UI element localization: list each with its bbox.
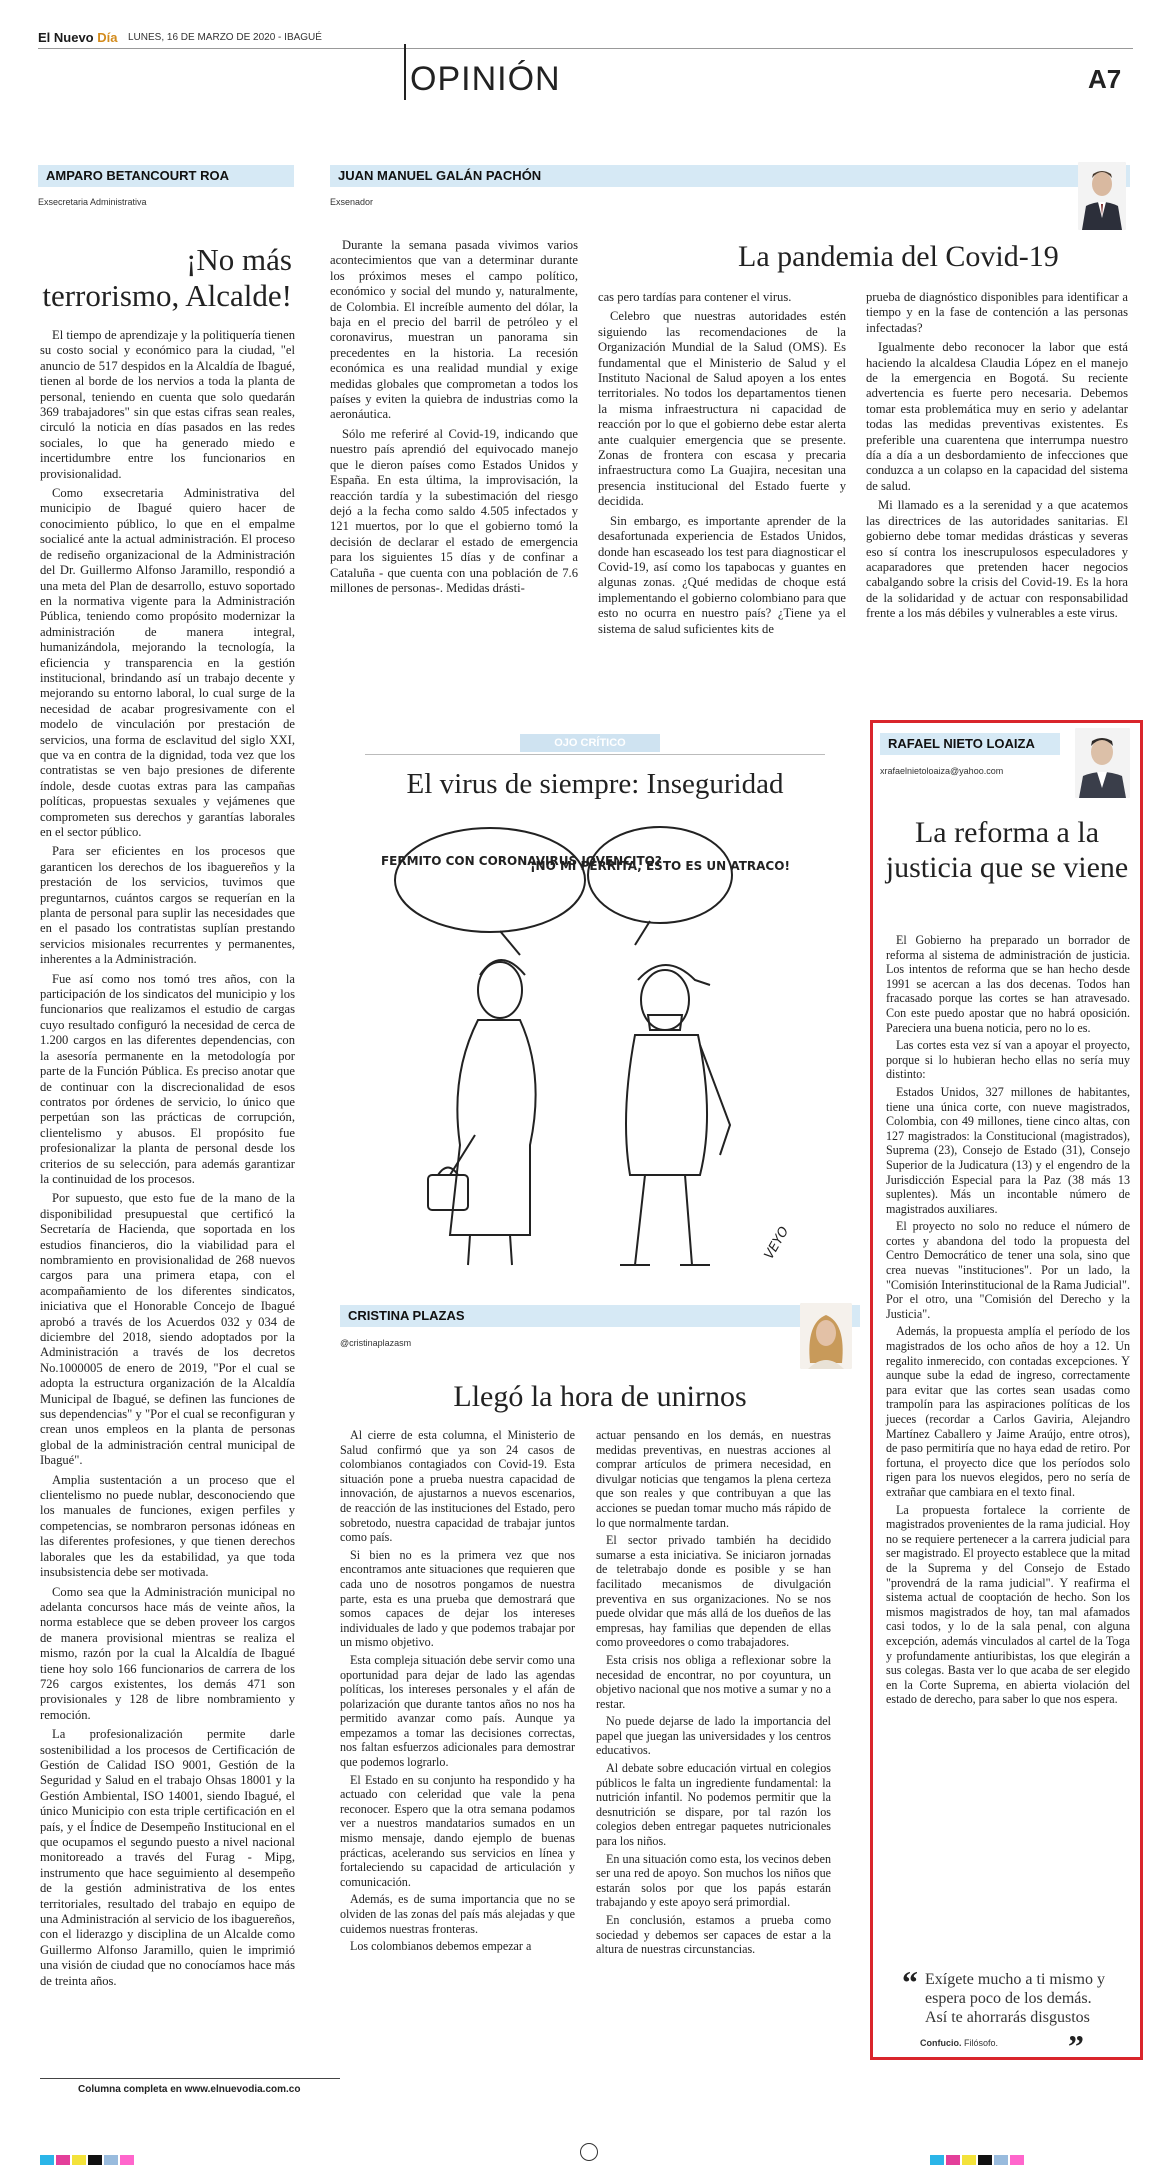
paragraph: El tiempo de aprendizaje y la politiquería tienen su costo social y económico para la ciudad, "el anuncio de 517 despidos en la Alcaldía de Ibagué, tienen al borde de los nervios a toda la planta de personal, teniendo en cuenta que solo quedarán 369 trabajadores" sin que estas cifras sean reales, circuló la noticia en días pasados en las redes sociales, lo que ha generado miedo e incertidumbre entre los funcionarios en provisionalidad. — [40, 328, 295, 481]
author-name: CRISTINA PLAZAS — [348, 1308, 465, 1323]
paragraph: Esta compleja situación debe servir como una oportunidad para dejar de lado las agendas políticas, los intereses personales y el afán de polarización que durante tantos años no nos ha permitido avanzar como país. Aunque ya empezamos a tomar las decisiones correctas, nos faltan esfuerzos adicionales para demostrar que podemos lograrlo. — [340, 1652, 575, 1770]
footer-rule — [40, 2078, 340, 2079]
paragraph: Sólo me referiré al Covid-19, indicando que nuestro país aprendió del equivocado manejo que le dieron países como Estados Unidos y España. En esta última, la improvisación, la reacción tardía y la subestimación del riesgo dejó a la fecha como saldo 4.505 infectados y 121 muertos, por lo que el gobierno tomó la decisión de declarar el estado de emergencia para los siguientes 15 días y de confinar a Cataluña - que cuenta con una población de 7.6 millones de personas-. Medidas drásti- — [330, 426, 578, 595]
paragraph: Fue así como nos tomó tres años, con la participación de los sindicatos del municipio y los funcionarios que realizamos el estudio de cargas cuyo resultado configuró la necesidad de cerca de 1.200 cargos en las diferentes dependencias, con la asesoría permanente en la metodología por parte de la Función Pública. Es preciso anotar que de continuar con la discrecionalidad de esos contratos por órdenes de servicio, lo único que perpetúan son las prácticas de corrupción, clientelismo y abusos. El propósito fue profesionalizar la planta de personal desde los criterios de su selección, para además garantizar la continuidad de los procesos. — [40, 971, 295, 1186]
crosshair-icon — [580, 2143, 598, 2161]
paragraph: Las cortes esta vez sí van a apoyar el proyecto, porque si lo hubieran hecho ellas no sería muy distinto: — [886, 1038, 1130, 1082]
paragraph: En una situación como esta, los vecinos deben ser una red de apoyo. Son muchos los niños que estarán solos por que los papás estarán trabajando y este apoyo será primordial. — [596, 1851, 831, 1910]
article-body-col2 — [596, 1428, 831, 1960]
paragraph: Además, la propuesta amplía el período de los magistrados de los ocho años de hoy a 12. Un regalito inmerecido, con contadas excepciones. Y aunque sube la edad de ingreso, correctamente para evitar que las cortes sean usadas como trampolín para las aspiraciones políticas de los jueces (recordar a Carlos Gaviria, Alejandro Martínez Caballero y Jaime Araújo, entre otros), de paso permitiría que no haya edad de retiro. Por fortuna, el proyecto dice que los períodos solo rigen para los nuevos elegidos, pero no sería de extrañar que cambiara en el texto final. — [886, 1324, 1130, 1499]
article-body-col1 — [330, 238, 578, 600]
author-name: JUAN MANUEL GALÁN PACHÓN — [338, 168, 542, 183]
section-tag: OJO CRÍTICO — [520, 734, 660, 752]
tag-rule — [365, 754, 825, 755]
open-quote-icon: “ — [902, 1964, 918, 2000]
paragraph: Al cierre de esta columna, el Ministerio de Salud confirmó que ya son 24 casos de colombianos contagiados con Covid-19. Esta situación pone a prueba nuestra capacidad de innovación, de ajustarnos a nuevos escenarios, de reacción de las instituciones del Estado, pero sobretodo, nuestra capacidad de trabajar juntos como país. — [340, 1428, 575, 1545]
author-photo — [1075, 728, 1130, 798]
paragraph: Igualmente debo reconocer la labor que está haciendo la alcaldesa Claudia López en el manejo de la emergencia en Bogotá. Su reciente advertencia es fuerte pero necesaria. Debemos tomar esta problemática muy en serio y adelantar todas las medidas preventivas existentes. Es preferible una cuarentena que interrumpa nuestro día a día a un desbordamiento de infecciones que conduzca a un colapso en la capacidad del sistema de salud. — [866, 340, 1128, 493]
masthead-dateline: LUNES, 16 DE MARZO DE 2020 - IBAGUÉ — [128, 32, 322, 43]
quote-author-role: Filósofo. — [964, 2038, 999, 2048]
paragraph: Sin embargo, es importante aprender de la desafortunada experiencia de Estados Unidos, donde han escaseado los test para diagnosticar el Covid-19, así como los tapabocas y guantes en algunas zonas. ¿Qué medidas de choque está implementando el gobierno colombiano para que esto no ocurra en nuestro país? ¿Tiene ya el sistema de salud suficientes kits de — [598, 513, 846, 636]
article-body — [40, 328, 295, 1993]
paragraph: Al debate sobre educación virtual en colegios públicos le falta un ingrediente fundamental: la nutrición infantil. No podemos permitir que la desnutrición se dispare, por tal razón los colegios deben entregar paquetes nutricionales para los niños. — [596, 1761, 831, 1849]
paragraph: Mi llamado es a la serenidad y a que acatemos las directrices de las autoridades sanitarias. El gobierno debe tomar medidas drásticas y severas eso sí contra los inescrupulosos especuladores y acaparadores que pretenden hacer negocios cabalgando sobre la crisis del Covid-19. Es la hora de la solidaridad y de actuar con responsabilidad frente a los más débiles y vulnerables a este virus. — [866, 498, 1128, 621]
page-number: A7 — [1088, 64, 1122, 94]
paragraph: Como sea que la Administración municipal no adelanta concursos hace más de veinte años, la norma establece que se deben proveer los cargos de manera provisional mientras se realiza el mismo, razón por la cual la Alcaldía de Ibagué tiene hoy solo 166 funcionarios de carrera de los 726 cargos existentes, los demás 471 son provisionales y 128 de libre nombramiento y remoción. — [40, 1584, 295, 1722]
article-body-col1 — [340, 1428, 575, 1957]
paragraph: Como exsecretaria Administrativa del municipio de Ibagué quiero hacer de conocimiento público, lo que en el empalme socialicé ante la actual administración. El proceso de rediseño organizacional de la Administración del Dr. Guillermo Alfonso Jaramillo, respondió a una meta del Plan de desarrollo, estuvo soportado en la normativa vigente para la Administración Pública, teniendo como propósito modernizar la administración de manera integral, humanizándola, mejorando la tecnología, la eficiencia y transparencia en la gestión institucional, brindando así un trabajo decente y mejorando su entorno laboral, lo cual surge de la necesidad de acabar progresivamente con el modelo de vinculación por prestación de servicios, una forma de esclavitud del siglo XXI, que va en contra de la dignidad, toda vez que los contratistas se ven bajo presiones de diferente índole, desde cuotas extras para las campañas políticas, propuestas sexuales y vejámenes que comprometen sus derechos y garantías laborales en el sector público. — [40, 486, 295, 839]
paragraph: actuar pensando en los demás, en nuestras medidas preventivas, en nuestras acciones al comprar artículos de primera necesidad, en divulgar noticias que tengamos la plena certeza que son reales y que contribuyan a que las acciones se puedan tomar mucho más rápido de lo que normalmente tardan. — [596, 1428, 831, 1530]
color-registration-strip — [930, 2150, 1026, 2169]
paragraph: Esta crisis nos obliga a reflexionar sobre la necesidad de encontrar, no por coyuntura, un objetivo nacional que nos motive a sumar y no a restar. — [596, 1652, 831, 1711]
paragraph: Amplia sustentación a un proceso que el clientelismo no puede nublar, desconociendo que los manuales de funciones, exigen perfiles y competencias, se nombraron personas idóneas en las diferentes profesiones, y que tienen derechos laborales que les da estabilidad, ya que toda insubsistencia debe ser motivada. — [40, 1472, 295, 1580]
article-title: Llegó la hora de unirnos — [453, 1380, 747, 1413]
section-title: OPINIÓN — [410, 60, 561, 98]
paragraph: En conclusión, estamos a prueba como sociedad y debemos ser capaces de estar a la altura de nuestras circunstancias. — [596, 1913, 831, 1957]
paragraph: Además, es de suma importancia que no se olviden de las zonas del país más alejadas y que cuidemos nuestras fronteras. — [340, 1892, 575, 1936]
author-bar — [330, 165, 1130, 187]
color-registration-strip — [40, 2150, 136, 2169]
paragraph: Por supuesto, que esto fue de la mano de la disponibilidad presupuestal que certificó la Secretaría de Hacienda, que soportada en los estudios financieros, dio la viabilidad para el nombramiento en provisionalidad de 268 nuevos cargos para una primera etapa, con el acompañamiento de los diferentes sindicatos, iniciativa que el Honorable Concejo de Ibagué aprobó a través de los Acuerdos 032 y 034 de diciembre del 2018, siendo adoptados por la Administración a través de los decretos No.1000005 de enero de 2019, "Por el cual se adopta la estructura organización de la Alcaldía Municipal de Ibagué, se definen las funciones de sus dependencias" y "Por el cual se reconfiguran y crean unos empleos en la planta de personas global de la administración central municipal de Ibagué". — [40, 1191, 295, 1468]
author-role: xrafaelnietoloaiza@yahoo.com — [880, 766, 1004, 776]
brand-name: El Nuevo — [38, 30, 94, 45]
author-photo — [800, 1303, 852, 1369]
article-title: La pandemia del Covid-19 — [738, 240, 1059, 273]
author-bar — [340, 1305, 860, 1327]
author-bar — [38, 165, 294, 187]
paragraph: No puede dejarse de lado la importancia del papel que juegan las universidades y los centros educativos. — [596, 1714, 831, 1758]
article-title: La reforma a la justicia que se viene — [885, 816, 1129, 884]
paragraph: La profesionalización permite darle sostenibilidad a los procesos de Certificación de Gestión de Calidad ISO 9001, Gestión de la Seguridad y Salud en el trabajo Ohsas 18001 y la Gestión Ambiental, ISO 14001, siendo Ibagué, el único Municipio con esta triple certificación en el país, y el Índice de Desempeño Institucional en el que ocupamos el segundo puesto a nivel nacional monitoreado a través del Furag - Mipg, instrumento que hace seguimiento al desempeño de la gestión administrativa de los entes territoriales, resultado del trabajo en equipo de una Administración al servicio de los ibaguereños, con el liderazgo y disciplina de un Alcalde como Guillermo Alfonso Jaramillo, quien le imprimió una visión de ciudad que no conocíamos hace más de treinta años. — [40, 1727, 295, 1988]
masthead-rule — [38, 48, 1133, 49]
cartoon-illustration — [380, 815, 820, 1280]
paragraph: La propuesta fortalece la corriente de magistrados provenientes de la rama judicial. Hoy no se requiere pertenecer a la carrera judicial para ser magistrado. El proyecto establece que la mitad de la Suprema y del Consejo de Estado "provendrá de la rama judicial". Y reafirma el sistema actual de cooptación de hecho. Son los mismos magistrados de hoy, tan mal afamados casi todos, y lo de la sala penal, con alguna excepción, además vinculados al cartel de la Toga y profundamente antiuribistas, los que elegirán a sus colegas. Basta ver lo que acaba de ser elegido en la Corte Suprema, en abierta violación del estado de derecho, para saber lo que nos espera. — [886, 1502, 1130, 1707]
paragraph: El proyecto no solo no reduce el número de cortes y abandona del todo la propuesta del Centro Democrático de tener una sola, sino que crea nuevas "instituciones". Por un lado, la "Comisión Interinstitucional de la Rama Judicial". Por el otro, una "Comisión del Derecho y la Justicia". — [886, 1219, 1130, 1321]
author-name: AMPARO BETANCOURT ROA — [46, 168, 229, 183]
bubble-text-2: ¡NO MI PERRITA, ESTO ES UN ATRACO! — [530, 859, 790, 873]
cartoon-drawing — [380, 815, 820, 1280]
brand-name-accent: Día — [97, 30, 118, 45]
author-role: Exsecretaria Administrativa — [38, 197, 147, 207]
close-quote-icon: ” — [1068, 2028, 1084, 2064]
section-tick — [404, 44, 406, 100]
paragraph: Estados Unidos, 327 millones de habitantes, tiene una única corte, con nueve magistrados, Colombia, con 49 millones, tiene cinco altas, con 127 magistrados: la Constitucional (magistrados), Suprema (23), Consejo de Estado (31), Consejo Superior de la Judicatura (13) y el engendro de la Jurisdicción Especial para la Paz (38 más 13 suplentes). Más un incontable número de magistrados auxiliares. — [886, 1084, 1130, 1216]
paragraph: Celebro que nuestras autoridades estén siguiendo las recomendaciones de la Organización Mundial de la Salud (OMS). Es fundamental que el Ministerio de Salud y el Instituto Nacional de Salud apoyen a los entes territoriales. No todos los departamentos tienen la misma infraestructura ni capacidad de reacción por lo que el gobierno debe estar alerta ante cualquier emergencia que se presente. Zonas de frontera con escasa y precaria infraestructura como La Guajira, necesitan una presencia institucional del Estado fuerte y decidida. — [598, 309, 846, 509]
article-title: ¡No más terrorismo, Alcalde! — [42, 242, 292, 313]
quote-attribution — [920, 2038, 998, 2048]
paragraph: El Estado en su conjunto ha respondido y ha actuado con celeridad que vale la pena reconocer. Espero que la otra semana podamos ver a nuestros mandatarios sumados en un mismo mensaje, dando ejemplo de buenas prácticas, acelerando sus servicios en línea y fortaleciendo su capacidad de articulación y comunicación. — [340, 1772, 575, 1889]
author-name: RAFAEL NIETO LOAIZA — [888, 736, 1035, 751]
quote-author: Confucio. — [920, 2038, 962, 2048]
article-body-col2 — [598, 290, 846, 641]
paragraph: Durante la semana pasada vivimos varios acontecimientos que van a determinar durante los próximos meses el campo político, económico y social del mundo y, naturalmente, de Colombia. El increíble aumento del dólar, la baja en el precio del barril de petróleo y el coronavirus, muestran un panorama sin precedentes en la historia. La recesión económica es una realidad mundial y exige medidas globales que comprometan a todos los países y eviten la quiebra de industrias como la aeronáutica. — [330, 238, 578, 422]
author-bar — [880, 733, 1060, 755]
author-photo — [1078, 162, 1126, 230]
author-role: Exsenador — [330, 197, 374, 207]
paragraph: El sector privado también ha decidido sumarse a esta iniciativa. Se iniciaron jornadas de teletrabajo donde es posible y se han facilitado mecanismos de divulgación preventiva en sus organizaciones. No se nos puede olvidar que más allá de los dueños de las empresas, hay familias que dependen de ellas como proveedores o como trabajadores. — [596, 1533, 831, 1650]
paragraph: prueba de diagnóstico disponibles para identificar a tiempo y en la fase de contención a las personas infectadas? — [866, 290, 1128, 335]
paragraph: cas pero tardías para contener el virus. — [598, 290, 792, 304]
paragraph: Si bien no es la primera vez que nos encontramos ante situaciones que requieren que cada uno de nosotros pongamos de nuestra parte, esta es una prueba que demostrará que somos capaces de dejar los intereses individuales de lado y que podemos trabajar por un mismo objetivo. — [340, 1547, 575, 1650]
paragraph: El Gobierno ha preparado un borrador de reforma al sistema de administración de justicia. Los intentos de reforma que se han hecho desde 1991 se acercan a las dos decenas. Todos han fracasado porque las cortes se han atravesado. Con este puedo apostar que no habrá oposición. Pareciera una buena noticia, pero no lo es. — [886, 933, 1130, 1035]
author-role: @cristinaplazasm — [340, 1338, 412, 1348]
cartoonist-signature: VEYO — [761, 1224, 793, 1263]
paragraph: Para ser eficientes en los procesos que garanticen los derechos de los ibaguereños y la prestación de los servicios, tuvimos que preguntarnos, cuántos cargos se requerían en la planta de personal para suplir las necesidades que en el pasado los contratistas suplían prestando servicios misionales recurrentes y permanentes, inherentes a la Administración. — [40, 844, 295, 967]
bubble-text-1: FERMITO CON CORONAVIRUS JOVENCITO? — [380, 854, 662, 868]
article-link[interactable]: Columna completa en www.elnuevodia.com.co — [78, 2084, 301, 2095]
article-body — [886, 933, 1130, 1710]
masthead-brand — [38, 30, 117, 45]
pull-quote: Exígete mucho a ti mismo y espera poco de los demás. Así te ahorrarás disgustos — [925, 1971, 1105, 2026]
paragraph: Los colombianos debemos empezar a — [350, 1939, 532, 1954]
article-body-col3 — [866, 290, 1128, 626]
cartoon-title: El virus de siempre: Inseguridad — [406, 768, 784, 800]
